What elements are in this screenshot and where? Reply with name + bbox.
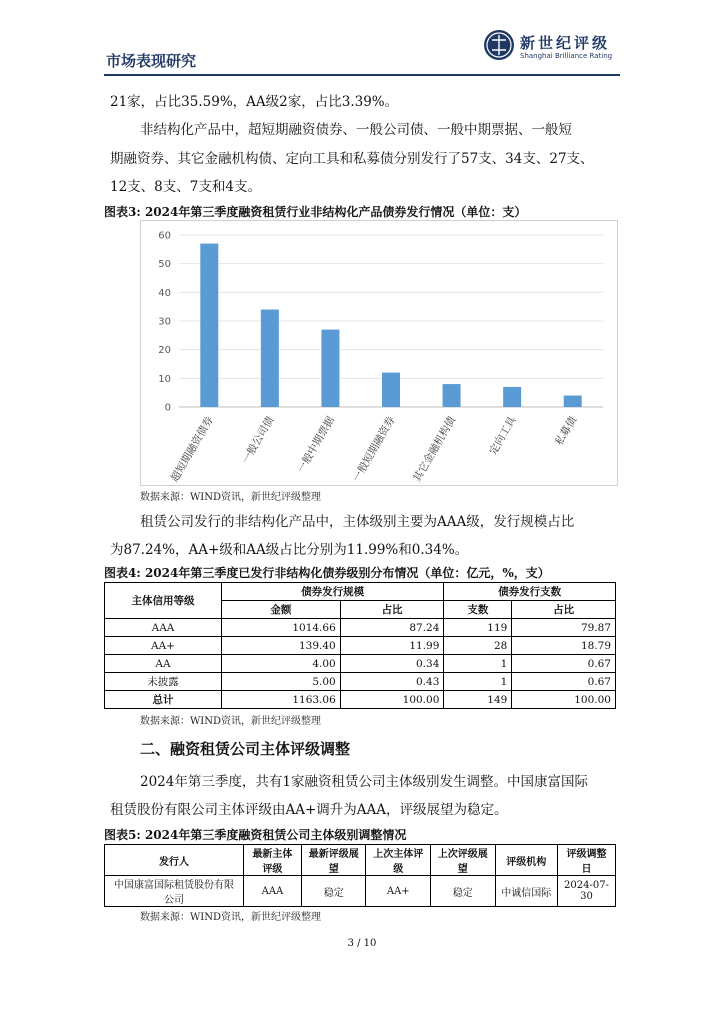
- y-tick-label: 0: [164, 402, 171, 414]
- y-tick-label: 20: [158, 345, 171, 357]
- bar: [382, 373, 400, 407]
- paragraph-1: 21家，占比35.59%，AA级2家，占比3.39%。: [110, 94, 399, 110]
- bar: [321, 330, 339, 407]
- y-tick-label: 60: [158, 230, 171, 242]
- header-count: 债券发行支数: [444, 583, 616, 601]
- cell-amount: 1014.66: [222, 619, 341, 637]
- sub-header-ratio: 占比: [340, 601, 444, 619]
- header-rating: 主体信用等级: [105, 583, 222, 619]
- paragraph-2-line-1: 非结构化产品中，超短期融资债券、一般公司债、一般中期票据、一般短: [140, 122, 572, 138]
- y-tick-label: 30: [158, 316, 171, 328]
- cell-count: 149: [444, 691, 512, 709]
- rating-distribution-table: [104, 582, 616, 709]
- x-tick-label: 私募债: [553, 414, 580, 448]
- cell-latest-outlook: 稳定: [301, 876, 366, 907]
- rating-adjustment-table: [104, 844, 616, 907]
- cell-previous-rating: AA+: [366, 876, 431, 907]
- cell-ratio: 0.67: [512, 673, 616, 691]
- cell-ratio: 0.67: [512, 655, 616, 673]
- sub-header-count: 支数: [444, 601, 512, 619]
- cell-ratio: 87.24: [340, 619, 444, 637]
- table-row: [105, 673, 616, 691]
- cell-count: 1: [444, 673, 512, 691]
- header-issuer: 发行人: [105, 845, 244, 876]
- paragraph-4-line-2: 租赁股份有限公司主体评级由AA+调升为AAA，评级展望为稳定。: [110, 802, 508, 818]
- page-header: [104, 28, 624, 74]
- paragraph-2-line-3: 12支、8支、7支和4支。: [110, 179, 261, 195]
- paragraph-2-line-2: 期融资券、其它金融机构债、定向工具和私募债分别发行了57支、34支、27支、: [110, 151, 594, 167]
- header-previous-outlook: 上次评级展望: [431, 845, 496, 876]
- bar: [200, 244, 218, 407]
- table-row: [105, 876, 616, 907]
- header-adjust-date: 评级调整日: [557, 845, 615, 876]
- cell-latest-rating: AAA: [243, 876, 301, 907]
- cell-rating: AAA: [105, 619, 222, 637]
- cell-count: 28: [444, 637, 512, 655]
- header-previous-rating: 上次主体评级: [366, 845, 431, 876]
- cell-agency: 中诚信国际: [495, 876, 557, 907]
- cell-ratio: 0.34: [340, 655, 444, 673]
- table-row-total: [105, 691, 616, 709]
- cell-rating: 总计: [105, 691, 222, 709]
- cell-ratio: 0.43: [340, 673, 444, 691]
- header-divider: [104, 74, 620, 76]
- cell-count: 1: [444, 655, 512, 673]
- cell-previous-outlook: 稳定: [431, 876, 496, 907]
- figure-5-source: 数据来源：WIND资讯，新世纪评级整理: [140, 912, 321, 923]
- y-tick-label: 50: [158, 259, 171, 271]
- y-tick-label: 10: [158, 373, 171, 385]
- x-tick-label: 一般公司债: [239, 414, 277, 466]
- bar-chart: [140, 220, 618, 486]
- figure-5-title: 图表5: 2024年第三季度融资租赁公司主体级别调整情况: [104, 828, 407, 842]
- cell-rating: AA: [105, 655, 222, 673]
- x-tick-label: 一般短期融资券: [350, 414, 398, 485]
- cell-amount: 4.00: [222, 655, 341, 673]
- logo-text-cn: 新世纪评级: [520, 34, 611, 52]
- header-scale: 债券发行规模: [222, 583, 444, 601]
- x-tick-label: 一般中期票据: [295, 414, 338, 476]
- table-row: [105, 619, 616, 637]
- cell-amount: 139.40: [222, 637, 341, 655]
- figure-4-title: 图表4: 2024年第三季度已发行非结构化债券级别分布情况（单位：亿元，%，支）: [104, 566, 550, 580]
- header-agency: 评级机构: [495, 845, 557, 876]
- cell-amount: 5.00: [222, 673, 341, 691]
- x-tick-label: 超短期融资债券: [168, 414, 216, 485]
- bar-chart-svg: [141, 221, 617, 485]
- bar: [261, 310, 279, 407]
- sub-header-ratio: 占比: [512, 601, 616, 619]
- header-title: 市场表现研究: [106, 52, 197, 70]
- cell-adjust-date: 2024-07-30: [557, 876, 615, 907]
- x-tick-label: 其它金融机构债: [411, 414, 459, 485]
- table-row: [105, 637, 616, 655]
- y-tick-label: 40: [158, 287, 171, 299]
- sub-header-amount: 金额: [222, 601, 341, 619]
- cell-rating: 未披露: [105, 673, 222, 691]
- header-latest-outlook: 最新评级展望: [301, 845, 366, 876]
- cell-ratio: 11.99: [340, 637, 444, 655]
- cell-ratio: 18.79: [512, 637, 616, 655]
- cell-issuer: 中国康富国际租赁股份有限公司: [105, 876, 244, 907]
- figure-3-title: 图表3: 2024年第三季度融资租赁行业非结构化产品债券发行情况（单位：支）: [104, 205, 527, 219]
- bar: [564, 396, 582, 407]
- paragraph-4-line-1: 2024年第三季度，共有1家融资租赁公司主体级别发生调整。中国康富国际: [140, 774, 588, 790]
- x-tick-label: 定向工具: [487, 414, 519, 457]
- page-number: 3 / 10: [347, 938, 377, 949]
- figure-4-source: 数据来源：WIND资讯，新世纪评级整理: [140, 716, 321, 727]
- logo-icon: [484, 30, 514, 60]
- cell-amount: 1163.06: [222, 691, 341, 709]
- table-row: [105, 655, 616, 673]
- paragraph-3-line-1: 租赁公司发行的非结构化产品中，主体级别主要为AAA级，发行规模占比: [140, 514, 575, 530]
- cell-ratio: 79.87: [512, 619, 616, 637]
- cell-count: 119: [444, 619, 512, 637]
- logo-text-en: Shanghai Brilliance Rating: [520, 52, 613, 60]
- bar: [503, 387, 521, 407]
- bar: [443, 384, 461, 407]
- cell-ratio: 100.00: [512, 691, 616, 709]
- cell-rating: AA+: [105, 637, 222, 655]
- section-title: 二、融资租赁公司主体评级调整: [140, 740, 351, 758]
- header-latest-rating: 最新主体评级: [243, 845, 301, 876]
- figure-3-source: 数据来源：WIND资讯，新世纪评级整理: [140, 492, 321, 503]
- paragraph-3-line-2: 为87.24%，AA+级和AA级占比分别为11.99%和0.34%。: [110, 542, 469, 558]
- cell-ratio: 100.00: [340, 691, 444, 709]
